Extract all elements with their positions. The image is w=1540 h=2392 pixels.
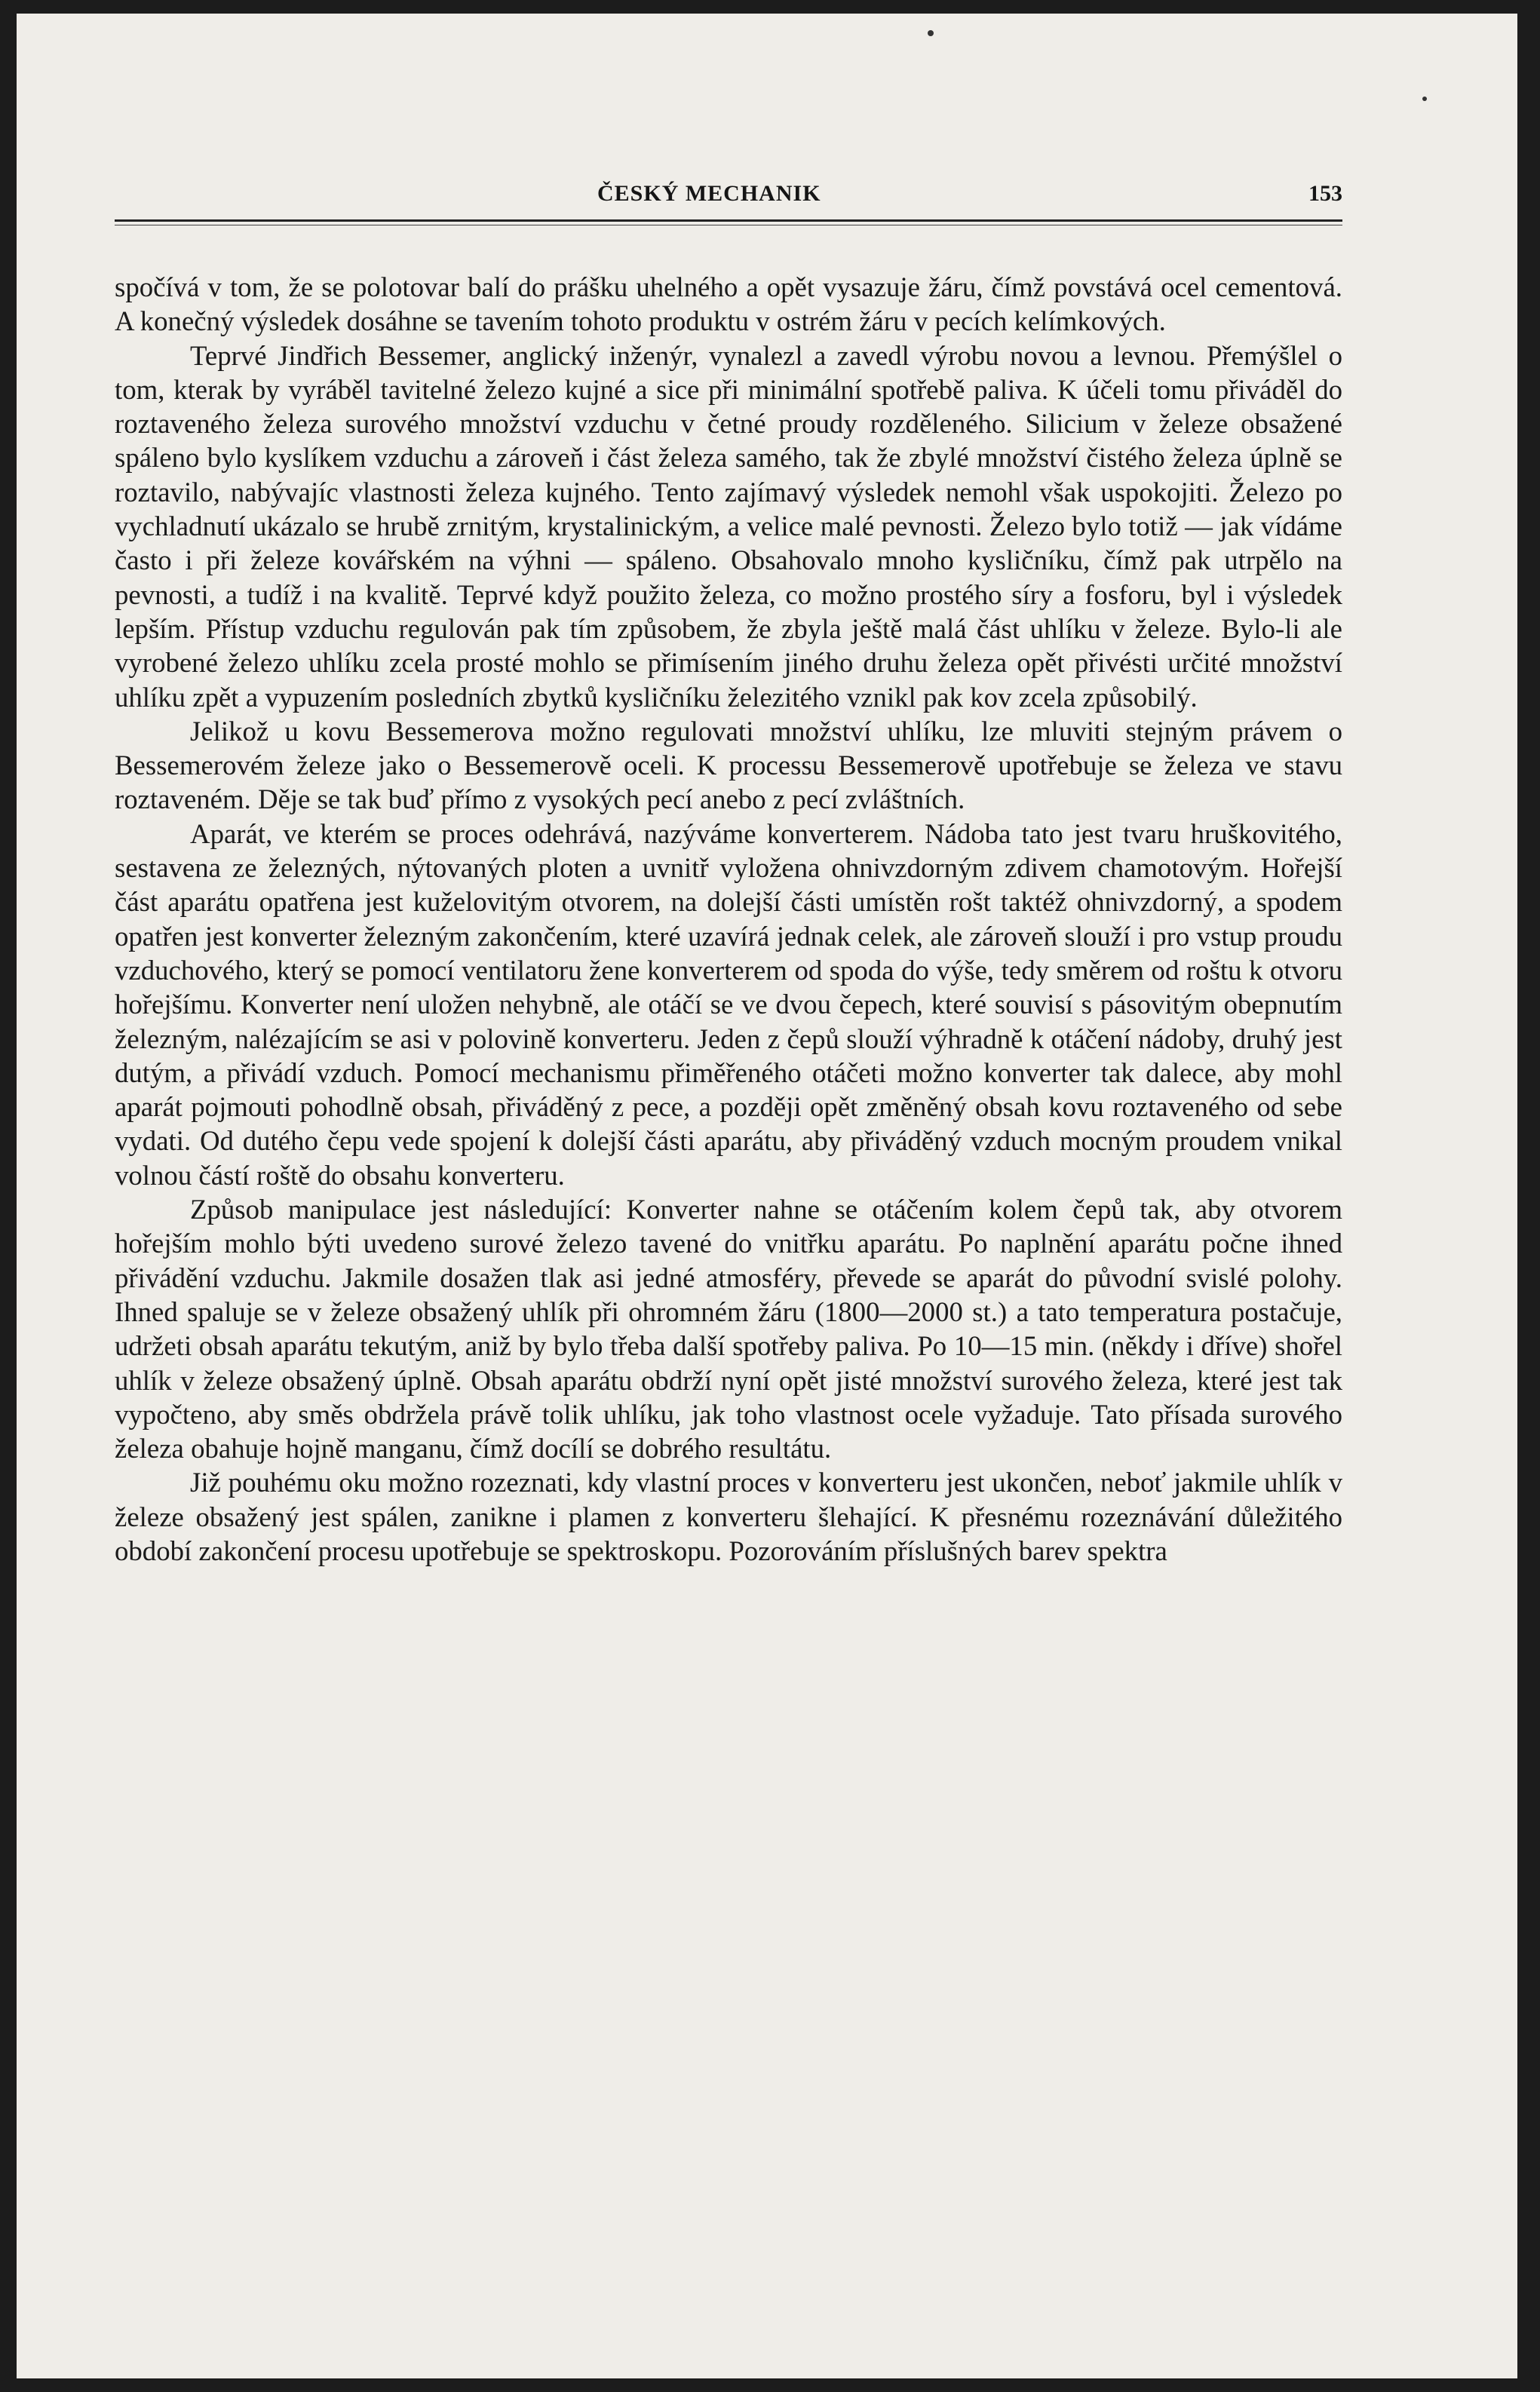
paragraph: Způsob manipulace jest následující: Konverter nahne se otáčením kolem čepů tak, aby otvorem hořejším mohlo býti uvedeno surové železo tavené do vnitřku aparátu. Po naplnění aparátu počne ihned přivádění vzduchu. Jakmile dosažen tlak asi jedné atmosféry, převede se aparát do původní svislé polohy. Ihned spaluje se v železe obsažený uhlík při ohromném žáru (1800—2000 st.) a tato temperatura postačuje, udržeti obsah aparátu tekutým, aniž by bylo třeba další spotřeby paliva. Po 10—15 min. (někdy i dříve) shořel uhlík v železe obsažený úplně. Obsah aparátu obdrží nyní opět jisté množství surového železa, které jest tak vypočteno, aby směs obdržela právě tolik uhlíku, jak toho vlastnost ocele vyžaduje. Tato přísada surového železa obahuje hojně manganu, čímž docílí se dobrého resultátu. [115,1194,1342,1464]
paragraph: Jelikož u kovu Bessemerova možno regulovati množství uhlíku, lze mluviti stejným právem o Bessemerovém železe jako o Bessemerově oceli. K processu Bessemerově upotřebuje se železa ve stavu roztaveném. Děje se tak buď přímo z vysokých pecí anebo z pecí zvláštních. [115,715,1342,815]
print-speck [1422,97,1427,101]
print-speck [928,30,934,36]
paragraph: Aparát, ve kterém se proces odehrává, nazýváme konverterem. Nádoba tato jest tvaru hruškovitého, sestavena ze železných, nýtovaných ploten a uvnitř vyložena ohnivzdorným zdivem chamotovým. Hořejší část aparátu opatřena jest kuželovitým otvorem, na dolejší části umístěn rošt taktéž ohnivzdorný, a spodem opatřen jest konverter železným zakončením, které uzavírá jednak celek, ale zároveň slouží i pro vstup proudu vzduchového, který se pomocí ventilatoru žene konverterem od spoda do výše, tedy směrem od roštu k otvoru hořejšímu. Konverter není uložen nehybně, ale otáčí se ve dvou čepech, které souvisí s pásovitým obepnutím železným, nalézajícím se asi v polovině konverteru. Jeden z čepů slouží výhradně k otáčení nádoby, druhý jest dutým, a přivádí vzduch. Pomocí mechanismu přiměřeného otáčeti možno konverter tak dalece, aby mohl aparát pojmouti pohodlně obsah, přiváděný z pece, a později opět změněný obsah kovu roztaveného od sebe vydati. Od dutého čepu vede spojení k dolejší části aparátu, aby přiváděný vzduch mocným proudem vnikal volnou částí roště do obsahu konverteru. [115,817,1342,1191]
paragraph: spočívá v tom, že se polotovar balí do prášku uhelného a opět vysazuje žáru, čímž povstává ocel cementová. A konečný výsledek dosáhne se tavením tohoto produktu v ostrém žáru v pecích kelímkových. [115,271,1342,337]
page-header [115,181,1342,211]
paragraph: Teprvé Jindřich Bessemer, anglický inženýr, vynalezl a zavedl výrobu novou a levnou. Přemýšlel o tom, kterak by vyráběl tavitelné železo kujné a sice při minimální spotřebě paliva. K účeli tomu přiváděl do roztaveného železa surového množství vzduchu v četné proudy rozděleného. Silicium v železe obsažené spáleno bylo kyslíkem vzduchu a zároveň i část železa samého, tak že zbylé množství čistého železa úplně se roztavilo, nabývajíc vlastnosti železa kujného. Tento zajímavý výsledek nemohl však uspokojiti. Železo po vychladnutí ukázalo se hrubě zrnitým, krystalinickým, a velice malé pevnosti. Železo bylo totiž — jak vídáme často i při železe kovářském na výhni — spáleno. Obsahovalo mnoho kysličníku, čímž pak utrpělo na pevnosti, a tudíž i na kvalitě. Teprvé když použito železa, co možno prostého síry a fosforu, byl i výsledek lepším. Přístup vzduchu regulován pak tím způsobem, že zbyla ještě malá část uhlíku v železe. Bylo-li ale vyrobené železo uhlíku zcela prosté mohlo se přimísením jiného druhu železa opět přivésti určité množství uhlíku zpět a vypuzením posledních zbytků kysličníku železitého vznikl pak kov zcela způsobilý. [115,339,1342,713]
running-title: ČESKÝ MECHANIK [597,181,821,206]
article-body [115,270,1342,1568]
paragraph: Již pouhému oku možno rozeznati, kdy vlastní proces v konverteru jest ukončen, neboť jakmile uhlík v železe obsažený jest spálen, zanikne i plamen z konverteru šlehající. K přesnému rozeznávání důležitého období zakončení procesu upotřebuje se spektroskopu. Pozorováním příslušných barev spektra [115,1467,1342,1566]
header-rule [115,219,1342,222]
page-number: 153 [1308,181,1342,206]
